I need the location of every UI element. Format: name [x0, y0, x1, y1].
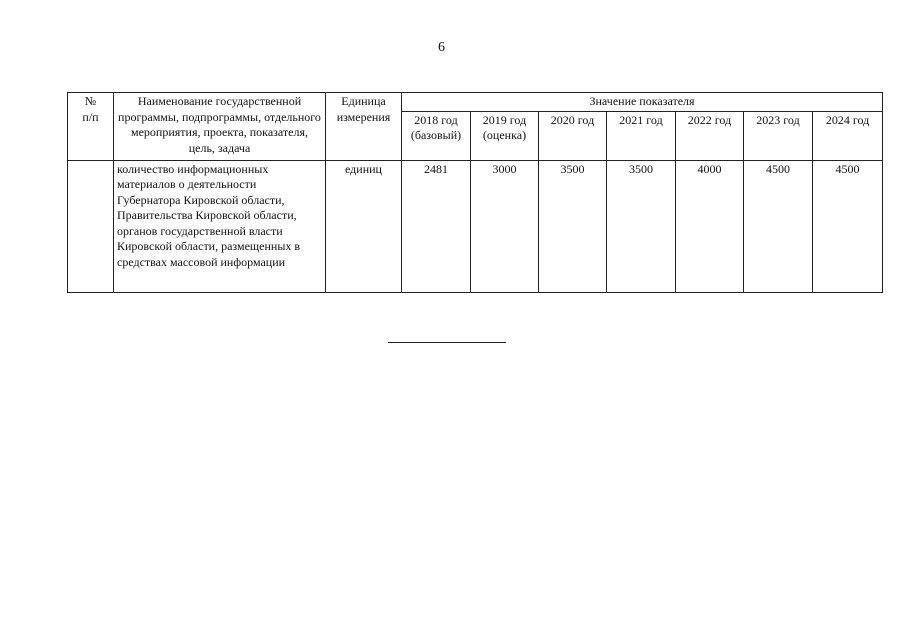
header-row: [68, 93, 883, 112]
row-unit: единиц: [326, 160, 402, 292]
header-year-2024: 2024 год: [813, 111, 883, 160]
value-2021: 3500: [607, 160, 676, 292]
header-num: № п/п: [68, 93, 114, 161]
table-row: [68, 160, 883, 292]
header-value-group: Значение показателя: [402, 93, 883, 112]
header-unit: Единица измерения: [326, 93, 402, 161]
row-name: количество информационных материалов о деятельности Губернатора Кировской области, Правительства Кировской области, органов государственной власти Кировской области, размещенных в средствах массовой информации: [114, 160, 326, 292]
value-2023: 4500: [744, 160, 813, 292]
value-2019: 3000: [471, 160, 539, 292]
header-year-2019: 2019 год (оценка): [471, 111, 539, 160]
indicators-table: [67, 92, 883, 293]
row-num: [68, 160, 114, 292]
header-year-2021: 2021 год: [607, 111, 676, 160]
header-name: Наименование государственной программы, подпрограммы, отдельного мероприятия, проекта, показателя, цель, задача: [114, 93, 326, 161]
end-of-table-rule: [388, 342, 506, 343]
header-year-2023: 2023 год: [744, 111, 813, 160]
value-2020: 3500: [539, 160, 607, 292]
page-number: 6: [438, 40, 445, 55]
value-2022: 4000: [676, 160, 744, 292]
header-year-2022: 2022 год: [676, 111, 744, 160]
header-year-2020: 2020 год: [539, 111, 607, 160]
value-2024: 4500: [813, 160, 883, 292]
header-year-2018: 2018 год (базовый): [402, 111, 471, 160]
value-2018: 2481: [402, 160, 471, 292]
